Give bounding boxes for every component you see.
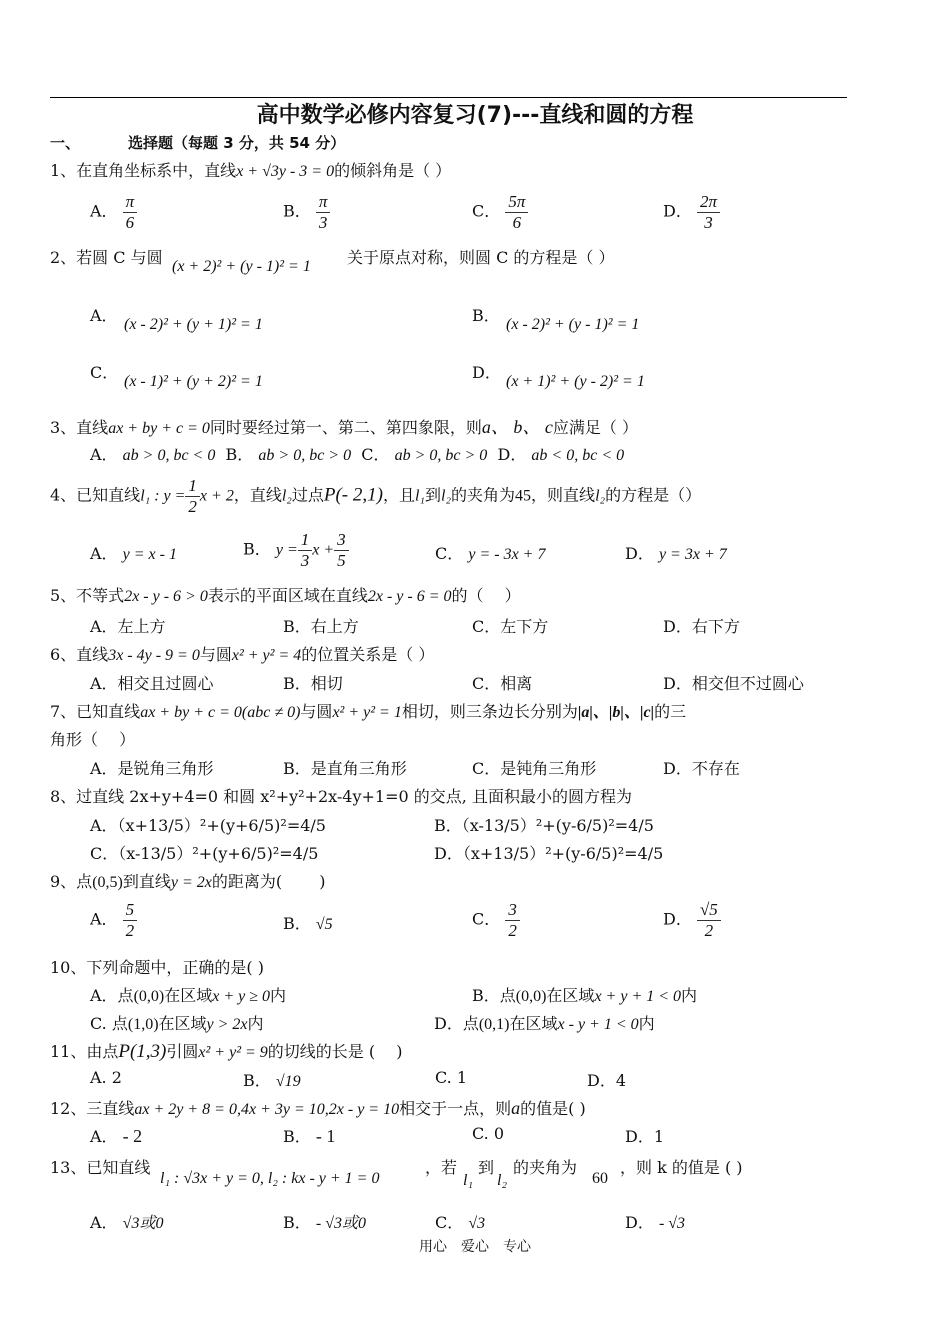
- section-label: 选择题（每题 3 分，共 54 分）: [128, 134, 346, 152]
- q13-tail: ，则 k 的值是 ( ): [620, 1158, 743, 1177]
- q8-option-b: B．（x-13/5）²+(y-6/5)²=4/5: [434, 816, 654, 835]
- q6-option-d: D．相交但不过圆心: [663, 674, 804, 693]
- q8-option-d: D．（x+13/5）²+(y-6/5)²=4/5: [434, 844, 664, 863]
- question-5: 5、不等式2x - y - 6 > 0表示的平面区域在直线2x - y - 6 = 0的（ ）: [50, 586, 521, 605]
- q13-l2: l₂: [497, 1172, 508, 1189]
- q12-option-d: D．1: [625, 1127, 665, 1146]
- q2-tail: 关于原点对称，则圆 C 的方程是（ ）: [347, 248, 615, 267]
- q1-option-d: D． $\frac{2\pi}{3}$: [663, 192, 720, 232]
- q13-angle-text: 的夹角为: [513, 1158, 578, 1177]
- q7-option-a: A．是锐角三角形: [90, 759, 214, 778]
- page-footer: 用心 爱心 专心: [419, 1239, 531, 1255]
- q5-option-b: B．右上方: [283, 617, 359, 636]
- question-8: 8、过直线 2x+y+4=0 和圆 x²+y²+2x-4y+1=0 的交点, 且面积最小的圆方程为: [50, 787, 632, 806]
- q8-option-c: C．（x-13/5）²+(y+6/5)²=4/5: [90, 844, 319, 863]
- q7-option-d: D．不存在: [663, 759, 740, 778]
- q9-option-a: A． $\frac{5}{2}$: [90, 900, 137, 940]
- q6-option-b: B．相切: [283, 674, 343, 693]
- q1-option-c: C． $\frac{5\pi}{6}$: [472, 192, 528, 232]
- q4-option-c: C． y = - 3x + 7: [435, 544, 546, 563]
- question-9: 9、点(0,5)到直线y = 2x的距离为( ): [50, 872, 326, 891]
- q13-to: 到: [478, 1158, 495, 1177]
- q2-option-d: (x + 1)² + (y - 2)² = 1: [506, 373, 645, 390]
- q9-option-b: B． √5: [283, 914, 333, 933]
- q12-option-a: A． - 2: [90, 1126, 143, 1146]
- q8-option-a: A．（x+13/5）²+(y+6/5)²=4/5: [90, 816, 326, 835]
- question-7: 7、已知直线ax + by + c = 0(abc ≠ 0)与圆x² + y² = 1相切，则三条边长分别为|a|、|b|、|c|的三: [50, 702, 687, 721]
- q11-option-a: A. 2: [90, 1068, 122, 1087]
- q2-option-b-label: B．: [472, 306, 500, 325]
- q10-option-d: D．点(0,1)在区域x - y + 1 < 0内: [434, 1014, 655, 1033]
- q7-option-c: C．是钝角三角形: [472, 759, 597, 778]
- question-1: 1、在直角坐标系中，直线x + √3y - 3 = 0的倾斜角是（ ）: [50, 161, 452, 180]
- q1-option-a: A． $\frac{\pi}{6}$: [90, 192, 137, 232]
- q13-equation: l₁ : √3x + y = 0, l₂ : kx - y + 1 = 0: [160, 1170, 380, 1187]
- q13-option-d: D． - √3: [625, 1213, 686, 1232]
- q10-option-c: C. 点(1,0)在区域y > 2x内: [90, 1014, 264, 1033]
- q6-option-a: A．相交且过圆心: [90, 674, 214, 693]
- q1-option-b: B． $\frac{\pi}{3}$: [283, 192, 330, 232]
- q2-equation: (x + 2)² + (y - 1)² = 1: [172, 258, 311, 275]
- q13-option-b: B． - √3或0: [283, 1213, 366, 1232]
- section-number: 一、: [50, 134, 81, 152]
- q4-option-d: D． y = 3x + 7: [625, 544, 727, 563]
- question-13: 13、已知直线: [50, 1158, 151, 1177]
- question-10: 10、下列命题中，正确的是( ): [50, 958, 264, 977]
- q2-option-d-label: D．: [472, 363, 501, 382]
- q2-option-a: (x - 2)² + (y + 1)² = 1: [124, 316, 263, 333]
- q4-option-b: B． y = $\frac{1}{3}$ x + $\frac{3}{5}$: [243, 530, 349, 570]
- q3-options: A． ab > 0, bc < 0 B． ab > 0, bc > 0 C． ab > 0, bc > 0 D． ab < 0, bc < 0: [90, 445, 625, 464]
- q13-mid: ，若: [425, 1158, 458, 1177]
- q9-option-d: D． $\frac{√5}{2}$: [663, 900, 721, 940]
- question-6: 6、直线3x - 4y - 9 = 0与圆x² + y² = 4的位置关系是（ ）: [50, 645, 435, 664]
- question-12: 12、三直线ax + 2y + 8 = 0,4x + 3y = 10,2x - y = 10相交于一点，则a的值是( ): [50, 1098, 586, 1118]
- q4-option-a: A． y = x - 1: [90, 544, 177, 563]
- q5-option-d: D．右下方: [663, 617, 740, 636]
- question-11: 11、由点P(1,3)引圆x² + y² = 9的切线的长是 ( ): [50, 1041, 403, 1062]
- q6-option-c: C．相离: [472, 674, 533, 693]
- q12-option-c: C. 0: [472, 1124, 505, 1143]
- q5-option-a: A．左上方: [90, 617, 166, 636]
- q11-option-b: B． √19: [243, 1071, 301, 1090]
- q13-l1: l₁: [463, 1172, 474, 1189]
- q2-option-a-label: A．: [90, 306, 118, 325]
- q11-option-c: C. 1: [435, 1068, 468, 1087]
- q2-option-c: (x - 1)² + (y + 2)² = 1: [124, 373, 263, 390]
- q13-degree: 60: [592, 1170, 608, 1187]
- q10-option-b: B．点(0,0)在区域x + y + 1 < 0内: [472, 986, 698, 1005]
- q13-option-a: A． √3或0: [90, 1213, 164, 1232]
- question-3: 3、直线ax + by + c = 0同时要经过第一、第二、第四象限，则a、 b、 c应满足（ ）: [50, 417, 638, 437]
- question-7-line-2: 角形（ ）: [50, 730, 136, 749]
- q12-option-b: B． - 1: [283, 1126, 336, 1146]
- q9-option-c: C． $\frac{3}{2}$: [472, 900, 520, 940]
- q2-option-b: (x - 2)² + (y - 1)² = 1: [506, 316, 640, 333]
- q2-option-c-label: C．: [90, 363, 119, 382]
- question-2: 2、若圆 C 与圆: [50, 248, 163, 267]
- q10-option-a: A．点(0,0)在区域x + y ≥ 0内: [90, 986, 287, 1005]
- page-title: 高中数学必修内容复习(7)---直线和圆的方程: [256, 103, 694, 128]
- q13-option-c: C． √3: [435, 1213, 486, 1232]
- q5-option-c: C．左下方: [472, 617, 549, 636]
- question-4: 4、已知直线l₁ : y = $\frac{1}{2}$ x + 2，直线l₂过点P(- 2,1)，且l₁到l₂的夹角为45，则直线l₂的方程是（）: [50, 476, 702, 516]
- q7-option-b: B．是直角三角形: [283, 759, 407, 778]
- q11-option-d: D．4: [587, 1071, 627, 1090]
